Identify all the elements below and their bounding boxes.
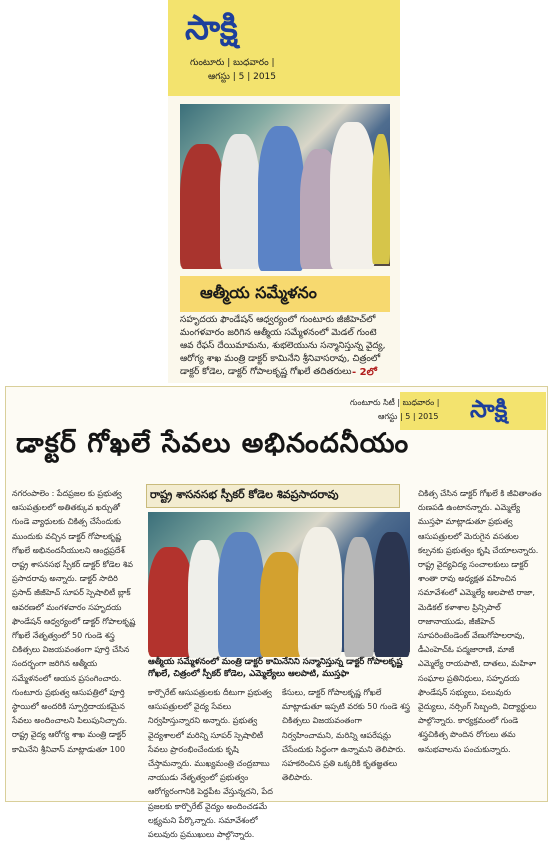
column-right: చికిత్స చేసిన డాక్టర్ గోఖలే కి జీవితాంతం రుణపడి ఉంటానన్నారు. ఎమ్మెల్యే ముస్తఫా మాట్లాడుతూ ప్రభుత్వ ఆసుపత్రులలో మెరుగైన వసతుల కల్పనకు ప్రభుత్వం కృషి చేయాలన్నారు. రాష్ట్ర వైద్యవిద్య సంచాలకులు డాక్టర్ శాంతా రావు అధ్యక్షత వహించిన సమావేశంలో ఎమ్మెల్యే ఆలపాటి రాజా, మెడికల్ కళాశాల ప్రిన్సిపాల్ రాజానాయుడు, జీజీహెచ్ సూపరింటెండెంట్ వేణుగోపాలరావు, డీఎంహెచ్‌ఓ పద్మజారాణి, మాజీ ఎమ్మెల్యే రాయపాటి, దాతలు, మహిళా సంఘాల ప్రతినిధులు, సహృదయ ఫౌండేషన్ సభ్యులు, పలువురు వైద్యులు, నర్సింగ్ సిబ్బంది, విద్యార్థులు పాల్గొన్నారు. కార్యక్రమంలో గుండె శస్త్రచికిత్స పొందిన రోగులు తమ అనుభవాలను పంచుకున్నారు. xyxy=(418,489,542,754)
jump-marker: - 2లో xyxy=(352,367,377,378)
main-headline: డాక్టర్ గోఖలే సేవలు అభినందనీయం xyxy=(16,428,410,459)
subhead: రాష్ట్ర శాసనసభ స్పీకర్ కోడెల శివప్రసాదరావు xyxy=(150,488,339,501)
photo-felicitation-upper xyxy=(180,104,390,266)
photo-felicitation-lower xyxy=(148,512,410,652)
headline-upper: ఆత్మీయ సమ్మేళనం xyxy=(200,283,317,302)
date-line-lower: ఆగస్టు | 5 | 2015 xyxy=(378,412,439,421)
masthead-logo-upper: సాక్షి xyxy=(185,8,238,48)
edition-line-lower: గుంటూరు సిటీ | బుధవారం | xyxy=(350,398,440,407)
date-line: ఆగస్టు | 5 | 2015 xyxy=(208,72,276,82)
body-upper: సహృదయ ఫౌండేషన్ ఆధ్వర్యంలో గుంటూరు జీజీహెచ్‌లో మంగళవారం జరిగిన ఆత్మీయ సమ్మేళనంలో మెడల్ గుంటె ఆవ రేఫస్ దేయిమామను, శుభలెయును సన్మానిస్తున్న వైద్య, ఆరోగ్య శాఖ మంత్రి డాక్టర్ కామినేని శ్రీనివాసరావు, చిత్రంలో డాక్టర్ కోడెల, డాక్టర్ గోపాలకృష్ణ గోఖలే తదితరులు xyxy=(180,315,386,377)
column-left: నగరంపాలెం : పేదప్రజల కు ప్రభుత్వ ఆసుపత్రులలో అతితక్కువ ఖర్చుతో గుండె వ్యాధులకు చికిత్స చేసేందుకు ముందుకు వచ్చిన డాక్టర్ గోపాలకృష్ణ గోఖలే అభినందనీయులని ఆంధ్రప్రదేశ్ రాష్ట్ర శాసనసభ స్పీకర్ డాక్టర్ కోడెల శివ ప్రసాదరావు అన్నారు. డాక్టర్ సాదిరి ప్రసాద్ జీజీహెచ్ సూపర్ స్పెషాలిటీ బ్లాక్ ఆవరణలో మంగళవారం సహృదయ ఫౌండేషన్ ఆధ్వర్యంలో డాక్టర్ గోపాలకృష్ణ గోఖలే నేతృత్వంలో 50 గుండె శస్త్ర చికిత్సలు విజయవంతంగా పూర్తి చేసిన సందర్భంగా జరిగిన ఆత్మీయ సమ్మేళనంలో ఆయన ప్రసంగించారు. గుంటూరు ప్రభుత్వ ఆసుపత్రిలో పూర్తి స్థాయిలో అందరికి స్ఫూర్తిదాయకమైన సేవలు అందించాలని పిలుపునిచ్చారు. రాష్ట్ర వైద్య ఆరోగ్య శాఖ మంత్రి డాక్టర్ కామినేని శ్రీనివాస్ మాట్లాడుతూ 100 xyxy=(12,489,136,754)
masthead-logo-lower: సాక్షి xyxy=(470,395,508,423)
photo-caption: ఆత్మీయ సమ్మేళనంలో మంత్రి డాక్టర్ కామినేనిని సన్మానిస్తున్న డాక్టర్ గోపాలకృష్ణ గోఖలే, చిత్రంలో స్పీకర్ కోడెల, ఎమ్మెల్యేలు ఆలపాటి, ముస్తఫా xyxy=(148,657,403,679)
column-middle-b: కేసులు, డాక్టర్ గోపాలకృష్ణ గోఖలే మాట్లాడుతూ ఇప్పటి వరకు 50 గుండె శస్త్ర చికిత్సలు విజయవంతంగా నిర్వహించామని, మరిన్ని ఆపరేషన్లు చేసేందుకు సిద్ధంగా ఉన్నామని తెలిపారు. సహకరించిన ప్రతి ఒక్కరికి కృతజ్ఞతలు తెలిపారు. xyxy=(282,688,410,783)
column-middle-a: కార్పొరేట్ ఆసుపత్రులకు దీటుగా ప్రభుత్వ ఆసుపత్రులలో వైద్య సేవలు నిర్వహిస్తున్నారని అన్నారు. ప్రభుత్వ వైద్యశాలలో మరిన్ని సూపర్ స్పెషాలిటీ సేవలు ప్రారంభించేందుకు కృషి చేస్తామన్నారు. ముఖ్యమంత్రి చంద్రబాబు నాయుడు నేతృత్వంలో ప్రభుత్వం ఆరోగ్యరంగానికి పెద్దపీట వేస్తున్నదని, పేద ప్రజలకు కార్పొరేట్ వైద్యం అందించడమే లక్ష్యమని పేర్కొన్నారు. సమావేశంలో పలువురు ప్రముఖులు పాల్గొన్నారు. xyxy=(148,688,273,840)
edition-line: గుంటూరు | బుధవారం | xyxy=(190,58,275,68)
